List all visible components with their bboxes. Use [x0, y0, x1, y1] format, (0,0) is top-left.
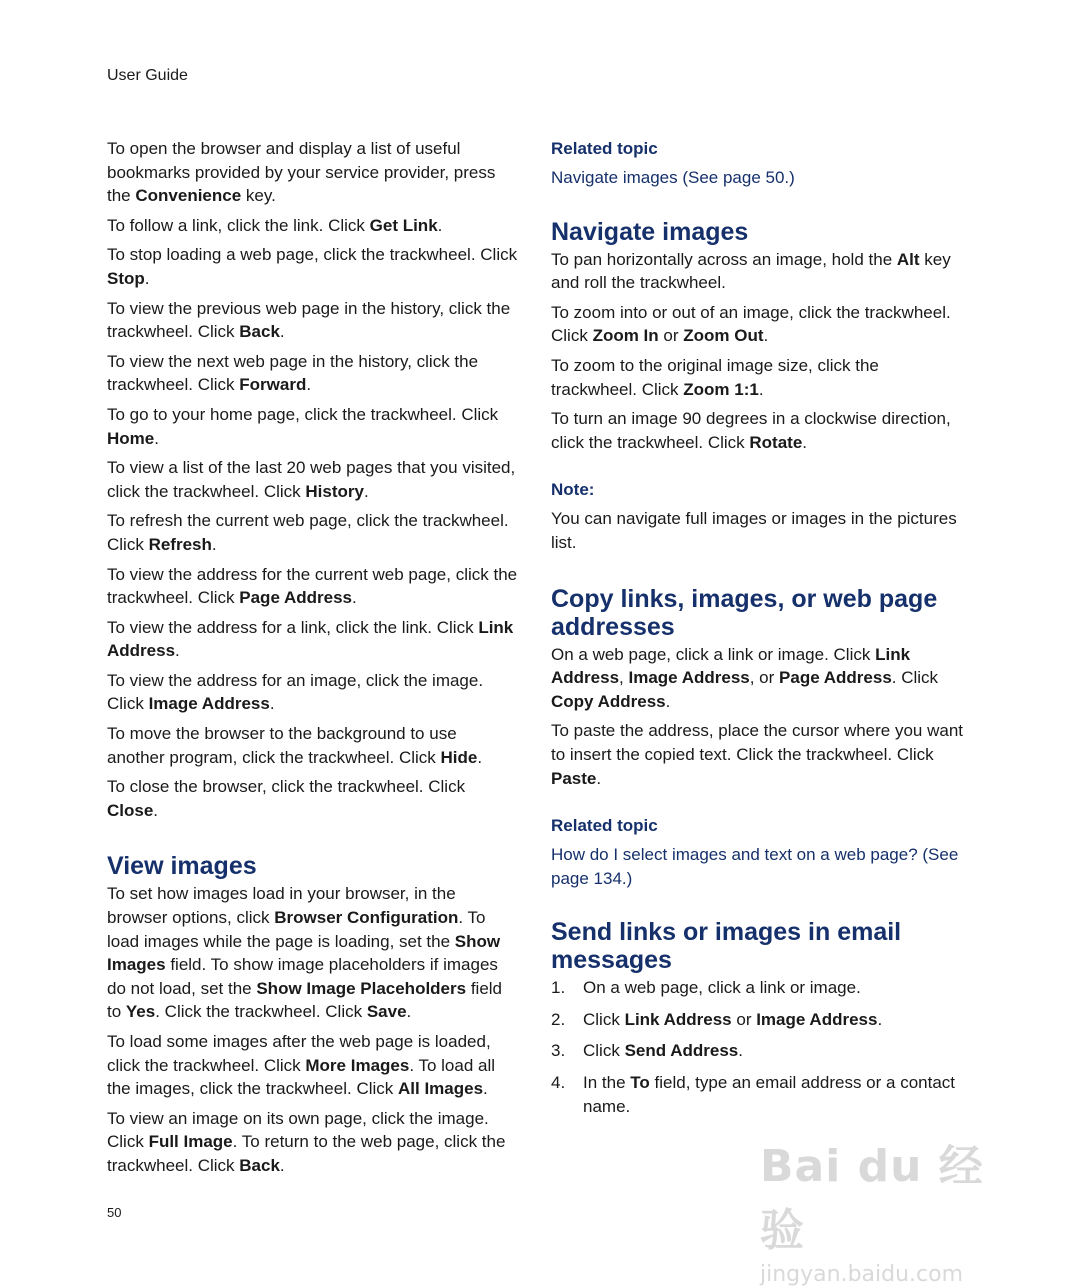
bold-ui-term: More Images [305, 1055, 410, 1075]
bold-ui-term: Stop [107, 268, 145, 288]
step-number: 3. [551, 1041, 566, 1061]
bold-ui-term: Rotate [749, 432, 803, 452]
body-paragraph: To view the address for the current web page, click the trackwheel. Click Page Address. [107, 564, 518, 608]
bold-ui-term: Alt [896, 249, 920, 269]
body-paragraph: To load some images after the web page is loaded, click the trackwheel. Click More Images. To load all the images, click the trackwheel. Click All Images. [107, 1032, 496, 1099]
bold-ui-term: Convenience [135, 186, 242, 206]
bold-ui-term: Back [239, 322, 280, 342]
body-paragraph: To paste the address, place the cursor where you want to insert the copied text. Click the trackwheel. Click Paste. [551, 721, 964, 788]
bold-ui-term: Paste [551, 768, 597, 788]
bold-ui-term: All Images [398, 1079, 484, 1099]
bold-ui-term: Close [107, 800, 154, 820]
step-item: 1. On a web page, click a link or image. [551, 976, 963, 1000]
bold-ui-term: Zoom Out [683, 326, 764, 346]
step-number: 1. [551, 978, 566, 998]
body-paragraph: To set how images load in your browser, in the browser options, click Browser Configuration. To load images while the page is loading, set the Show Images field. To show image placeholders if images do not load, set the Show Image Placeholders field to Yes. Click the trackwheel. Click Save. [107, 884, 503, 1022]
note-label: Note: [551, 480, 595, 500]
bold-ui-term: Image Address [148, 694, 270, 714]
body-paragraph: To pan horizontally across an image, hold the Alt key and roll the trackwheel. [551, 249, 951, 293]
body-paragraph: To view the previous web page in the history, click the trackwheel. Click Back. [107, 298, 511, 342]
baidu-watermark [760, 1130, 1010, 1287]
bold-ui-term: Link Address [551, 644, 911, 688]
send-links-steps [551, 976, 963, 1118]
body-paragraph: To view a list of the last 20 web pages that you visited, click the trackwheel. Click History. [107, 458, 516, 501]
related-topic-link-navigate-images[interactable]: Navigate images (See page 50.) [551, 168, 795, 187]
step-item: 3. Click Send Address. [551, 1039, 963, 1063]
page-number: 50 [107, 1205, 122, 1220]
body-paragraph: To zoom into or out of an image, click the trackwheel. Click Zoom In or Zoom Out. [551, 302, 951, 346]
watermark-sub: jingyan.baidu.com [760, 1262, 964, 1287]
right-column [551, 137, 963, 1126]
bold-ui-term: Full Image [148, 1132, 233, 1152]
heading-view-images: View images [107, 852, 257, 881]
bold-ui-term: Refresh [148, 534, 212, 554]
body-paragraph: To view the address for an image, click the image. Click Image Address. [107, 670, 484, 714]
bold-ui-term: Zoom In [592, 326, 659, 346]
body-paragraph: To follow a link, click the link. Click Get Link. [107, 215, 443, 235]
step-item: 2. Click Link Address or Image Address. [551, 1008, 963, 1032]
bold-ui-term: Link Address [624, 1009, 732, 1029]
bold-ui-term: History [305, 481, 364, 501]
bold-ui-term: Image Address [756, 1009, 878, 1029]
bold-ui-term: Send Address [624, 1041, 739, 1061]
bold-ui-term: Page Address [239, 588, 353, 608]
related-topic-label-2: Related topic [551, 816, 658, 836]
body-paragraph: To view an image on its own page, click the image. Click Full Image. To return to the web page, click the trackwheel. Click Back. [107, 1108, 506, 1175]
bold-ui-term: Show Images [107, 931, 501, 975]
heading-copy-links: Copy links, images, or web page addresses [551, 584, 938, 641]
bold-ui-term: Page Address [779, 668, 892, 688]
body-paragraph: To turn an image 90 degrees in a clockwise direction, click the trackwheel. Click Rotate. [551, 409, 951, 452]
body-paragraph: To view the next web page in the history, click the trackwheel. Click Forward. [107, 351, 479, 395]
body-paragraph: To view the address for a link, click the link. Click Link Address. [107, 617, 514, 661]
watermark-main: Bai du 经验 [760, 1141, 984, 1256]
bold-ui-term: Back [239, 1155, 280, 1175]
left-column [107, 137, 519, 1184]
bold-ui-term: Image Address [628, 668, 750, 688]
body-paragraph: On a web page, click a link or image. Click Link Address, Image Address, or Page Address. Click Copy Address. [551, 644, 939, 711]
bold-ui-term: Browser Configuration [274, 908, 459, 928]
related-topic-link-select-images[interactable]: How do I select images and text on a web page? (See page 134.) [551, 845, 959, 888]
body-paragraph: To open the browser and display a list of useful bookmarks provided by your service provider, press the Convenience key. [107, 139, 496, 206]
body-paragraph: To close the browser, click the trackwheel. Click Close. [107, 777, 466, 820]
heading-send-links: Send links or images in email messages [551, 918, 902, 975]
bold-ui-term: Home [107, 428, 155, 448]
copy-links-body [551, 643, 963, 791]
browser-actions-list [107, 137, 519, 822]
step-item: 4. In the To field, type an email address or a contact name. [551, 1073, 956, 1116]
bold-ui-term: To [630, 1073, 650, 1093]
note-text: You can navigate full images or images in the pictures list. [551, 509, 957, 552]
step-number: 4. [551, 1073, 566, 1093]
heading-navigate-images: Navigate images [551, 217, 749, 246]
bold-ui-term: Get Link [369, 215, 438, 235]
bold-ui-term: Forward [239, 375, 307, 395]
bold-ui-term: Save [366, 1002, 407, 1022]
body-paragraph: To stop loading a web page, click the trackwheel. Click Stop. [107, 245, 518, 288]
view-images-body [107, 882, 519, 1177]
page-header: User Guide [107, 67, 188, 84]
step-number: 2. [551, 1009, 566, 1029]
body-paragraph: To refresh the current web page, click the trackwheel. Click Refresh. [107, 511, 509, 554]
bold-ui-term: Zoom 1:1 [683, 379, 759, 399]
body-paragraph: To move the browser to the background to use another program, click the trackwheel. Click Hide. [107, 724, 483, 767]
related-topic-label: Related topic [551, 139, 658, 158]
bold-ui-term: Show Image Placeholders [256, 978, 467, 998]
bold-ui-term: Hide [440, 747, 478, 767]
bold-ui-term: Link Address [107, 617, 514, 661]
body-paragraph: To go to your home page, click the trackwheel. Click Home. [107, 404, 499, 448]
navigate-images-body [551, 248, 963, 455]
bold-ui-term: Yes [125, 1002, 156, 1022]
body-paragraph: To zoom to the original image size, click the trackwheel. Click Zoom 1:1. [551, 355, 879, 399]
bold-ui-term: Copy Address [551, 691, 666, 711]
